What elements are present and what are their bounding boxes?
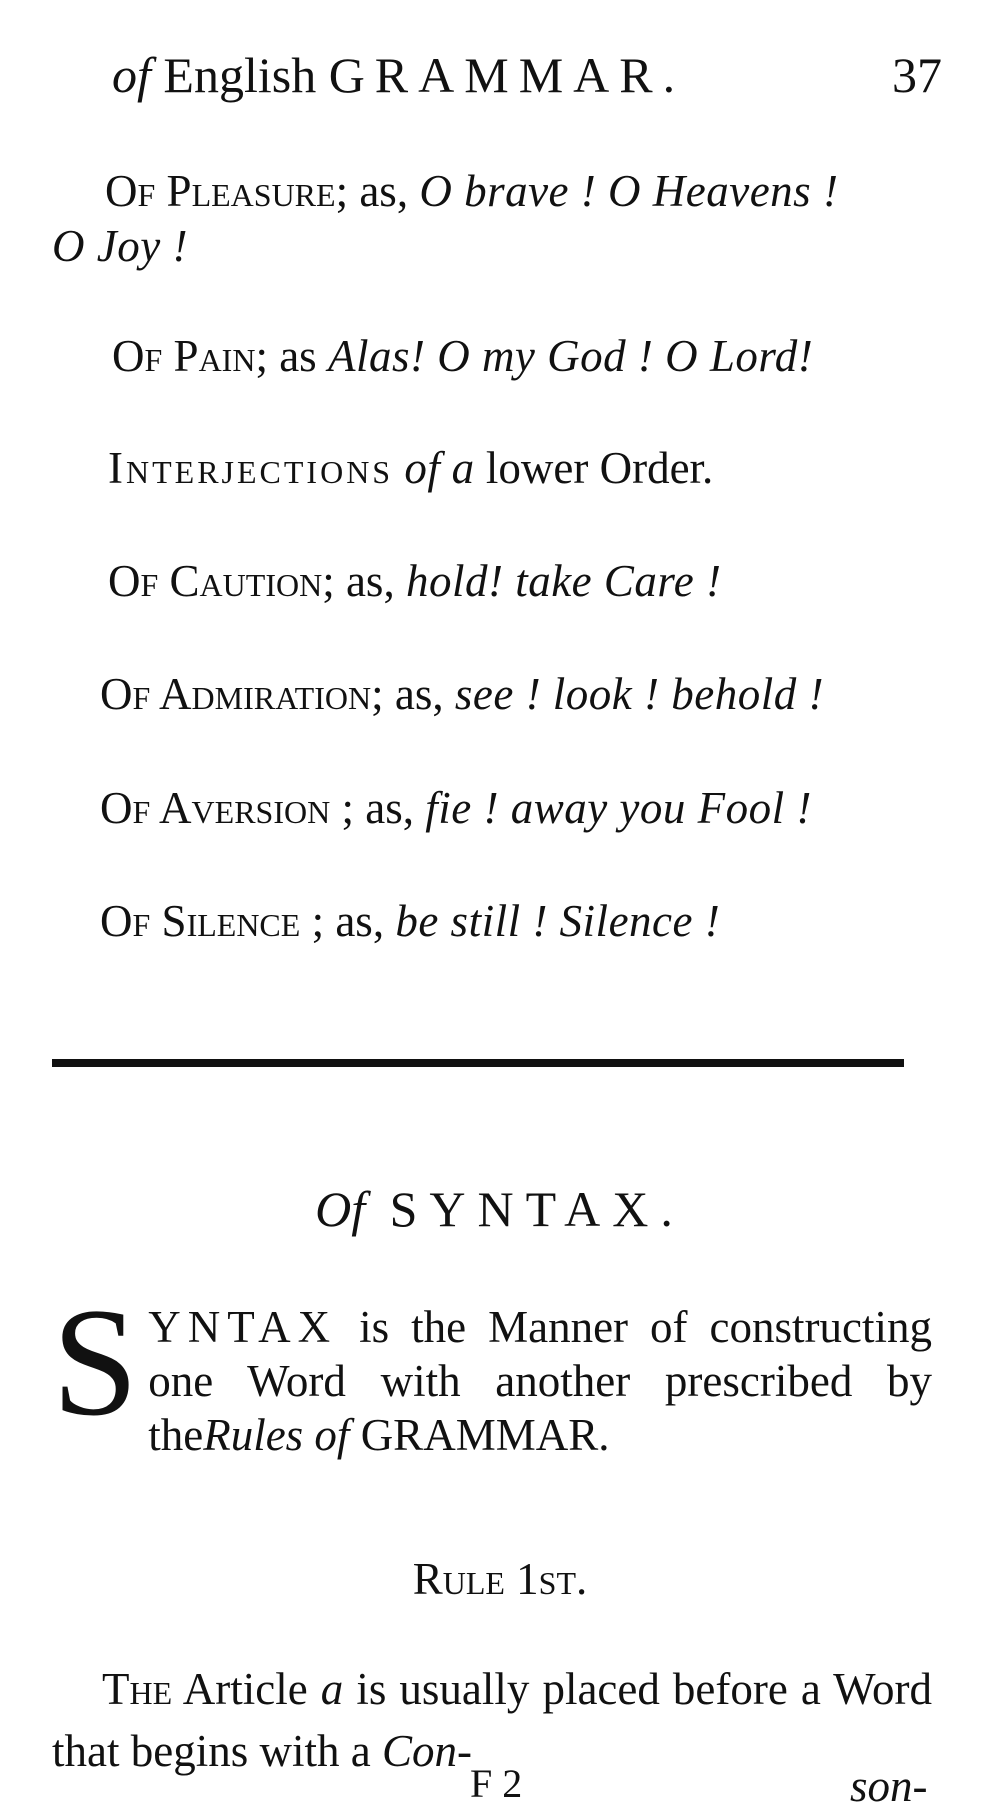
entry-pain: [112, 330, 813, 382]
rule-heading: Rule 1st.: [412, 1554, 588, 1604]
entry-examples: see ! look ! behold !: [454, 669, 824, 719]
entry-label: Of Pain: [112, 331, 256, 381]
entry-label: Of Aversion: [100, 783, 331, 833]
syntax-paragraph: [52, 1276, 932, 1462]
entry-examples: fie ! away you Fool !: [425, 783, 812, 833]
entry-examples: hold! take Care !: [405, 556, 722, 606]
entry-sep: ; as,: [371, 669, 444, 719]
entry-sep: ; as,: [330, 783, 414, 833]
entry-pleasure: [105, 165, 838, 217]
rule-article-a: a: [320, 1664, 344, 1714]
entry-caution: [108, 555, 721, 607]
rule-text: Article: [172, 1664, 321, 1714]
catchword: son-: [850, 1761, 928, 1811]
entry-of: of: [404, 443, 441, 493]
entry-a: a: [451, 443, 475, 493]
entry-sep: ; as,: [322, 556, 395, 606]
entry-label: Of Caution: [108, 556, 323, 606]
entry-aversion: [100, 782, 812, 834]
entry-sep: ; as,: [335, 166, 409, 216]
entry-label: Interjections: [108, 443, 394, 493]
entry-label: Of Silence: [100, 896, 301, 946]
entry-examples-cont: O Joy !: [52, 221, 188, 271]
rule-text-2: is usually placed before a Word that begins with a: [52, 1664, 932, 1776]
entry-silence: [100, 895, 720, 947]
entry-sep: ; as: [255, 331, 317, 381]
entry-examples: O brave ! O Heavens !: [419, 166, 839, 216]
header-title: [112, 46, 685, 104]
signature-mark: F 2: [470, 1761, 523, 1806]
entry-examples: Alas! O my God ! O Lord!: [327, 331, 814, 381]
entry-rest: lower Order.: [485, 443, 714, 493]
running-header: [112, 46, 942, 104]
section-divider: [52, 1059, 904, 1067]
section-title-of: Of: [315, 1181, 366, 1237]
entry-examples: be still ! Silence !: [395, 896, 721, 946]
entry-lower-order: [108, 442, 713, 494]
syntax-rules-of: Rules of: [203, 1410, 350, 1460]
section-title: [0, 1180, 1000, 1238]
entry-label: Of Admiration: [100, 669, 372, 719]
syntax-text: is the Manner of constructing one Word with another prescribed by the: [148, 1302, 932, 1460]
syntax-text-end: GRAMMAR.: [349, 1410, 610, 1460]
drop-cap: S: [52, 1276, 139, 1448]
rule-con: Con-: [381, 1726, 472, 1776]
entry-label: Of Pleasure: [105, 166, 336, 216]
section-title-text: SYNTAX.: [389, 1181, 685, 1237]
entry-admiration: [100, 668, 824, 720]
page-number: 37: [892, 47, 942, 103]
entry-pleasure-cont: [52, 220, 188, 272]
rule-the: The: [102, 1664, 173, 1714]
header-of: of: [112, 47, 151, 103]
header-grammar: GRAMMAR.: [328, 47, 686, 103]
header-english: English: [163, 47, 317, 103]
syntax-word: YNTAX: [148, 1302, 338, 1352]
entry-sep: ; as,: [300, 896, 385, 946]
